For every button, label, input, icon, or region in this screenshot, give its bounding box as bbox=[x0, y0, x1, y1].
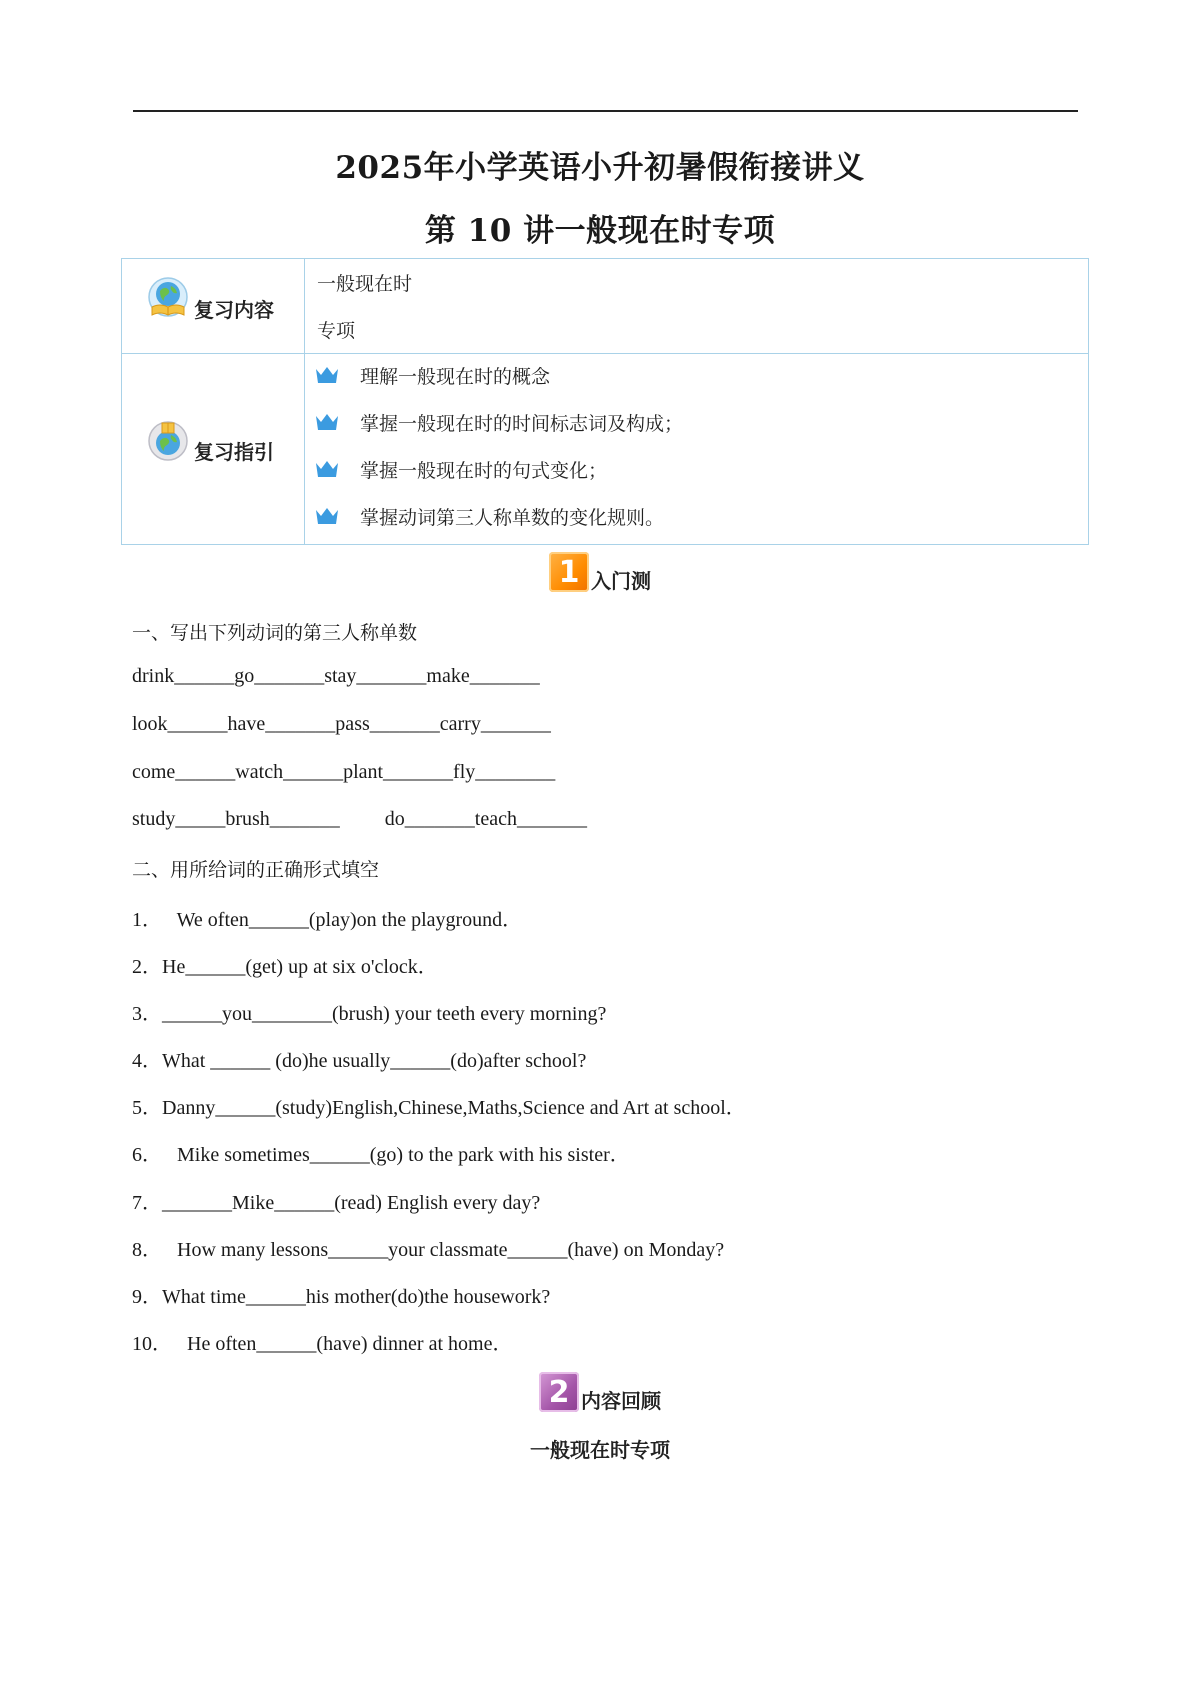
part1-line: drink______go_______stay_______make_______ bbox=[132, 665, 540, 687]
part1-line: look______have_______pass_______carry_______ bbox=[132, 713, 551, 735]
section1-title: 入门测 bbox=[591, 569, 651, 593]
section2-header bbox=[0, 1372, 1200, 1412]
exercise-line: 7．_______Mike______(read) English every day? bbox=[132, 1192, 541, 1214]
review-guide-text: 理解一般现在时的概念 bbox=[360, 366, 551, 388]
crown-icon bbox=[315, 413, 339, 431]
crown-icon bbox=[315, 460, 339, 478]
exercise-line: 6． Mike sometimes______(go) to the park with his sister． bbox=[132, 1144, 630, 1166]
globe-book-icon bbox=[146, 277, 190, 321]
document-title: 2025年小学英语小升初暑假衔接讲义 bbox=[335, 150, 865, 186]
section2-title: 内容回顾 bbox=[581, 1389, 661, 1413]
review-guide-list bbox=[305, 354, 1088, 542]
review-guide-label: 复习指引 bbox=[194, 440, 274, 464]
exercise-line: 4．What ______ (do)he usually______(do)after school? bbox=[132, 1050, 587, 1072]
review-guide-cell bbox=[305, 354, 1089, 545]
review-content-line2: 专项 bbox=[317, 320, 356, 342]
exercise-line: 3．______you________(brush) your teeth every morning? bbox=[132, 1003, 607, 1025]
exercise-line: 1． We often______(play)on the playground． bbox=[132, 909, 523, 931]
lesson-title: 第 10 讲一般现在时专项 bbox=[424, 213, 776, 249]
review-content-cell bbox=[305, 259, 1089, 354]
globe-book-icon bbox=[146, 419, 190, 463]
review-guide-item bbox=[305, 448, 1088, 495]
exercise-line: 8． How many lessons______your classmate______(have) on Monday? bbox=[132, 1239, 725, 1261]
section2-subtitle: 一般现在时专项 bbox=[530, 1438, 670, 1462]
review-guide-text: 掌握一般现在时的时间标志词及构成； bbox=[360, 413, 684, 435]
section2-number-badge: 2 bbox=[539, 1372, 579, 1412]
review-guide-text: 掌握一般现在时的句式变化； bbox=[360, 460, 608, 482]
section1-number-badge: 1 bbox=[549, 552, 589, 592]
header-rule bbox=[133, 110, 1078, 112]
part2-heading: 二、用所给词的正确形式填空 bbox=[132, 859, 380, 881]
review-row-guide bbox=[122, 354, 1089, 545]
review-table bbox=[121, 258, 1089, 545]
review-guide-item bbox=[305, 354, 1088, 401]
review-guide-item bbox=[305, 495, 1088, 542]
exercise-line: 9．What time______his mother(do)the housework? bbox=[132, 1286, 551, 1308]
part1-heading: 一、写出下列动词的第三人称单数 bbox=[132, 622, 418, 644]
review-guide-text: 掌握动词第三人称单数的变化规则。 bbox=[360, 507, 665, 529]
part1-line: study_____brush_______ do_______teach_______ bbox=[132, 808, 587, 830]
crown-icon bbox=[315, 507, 339, 525]
part1-line: come______watch______plant_______fly________ bbox=[132, 761, 556, 783]
exercise-line: 5．Danny______(study)English,Chinese,Maths,Science and Art at school． bbox=[132, 1097, 746, 1119]
review-guide-label-cell bbox=[122, 354, 305, 545]
review-content-label: 复习内容 bbox=[194, 298, 274, 322]
exercise-line: 2．He______(get) up at six o'clock． bbox=[132, 956, 438, 978]
review-content-line1: 一般现在时 bbox=[317, 273, 413, 295]
crown-icon bbox=[315, 366, 339, 384]
section1-header bbox=[0, 552, 1200, 592]
review-row-content bbox=[122, 259, 1089, 354]
exercise-line: 10． He often______(have) dinner at home． bbox=[132, 1333, 513, 1355]
review-guide-item bbox=[305, 401, 1088, 448]
review-content-label-cell bbox=[122, 259, 305, 354]
